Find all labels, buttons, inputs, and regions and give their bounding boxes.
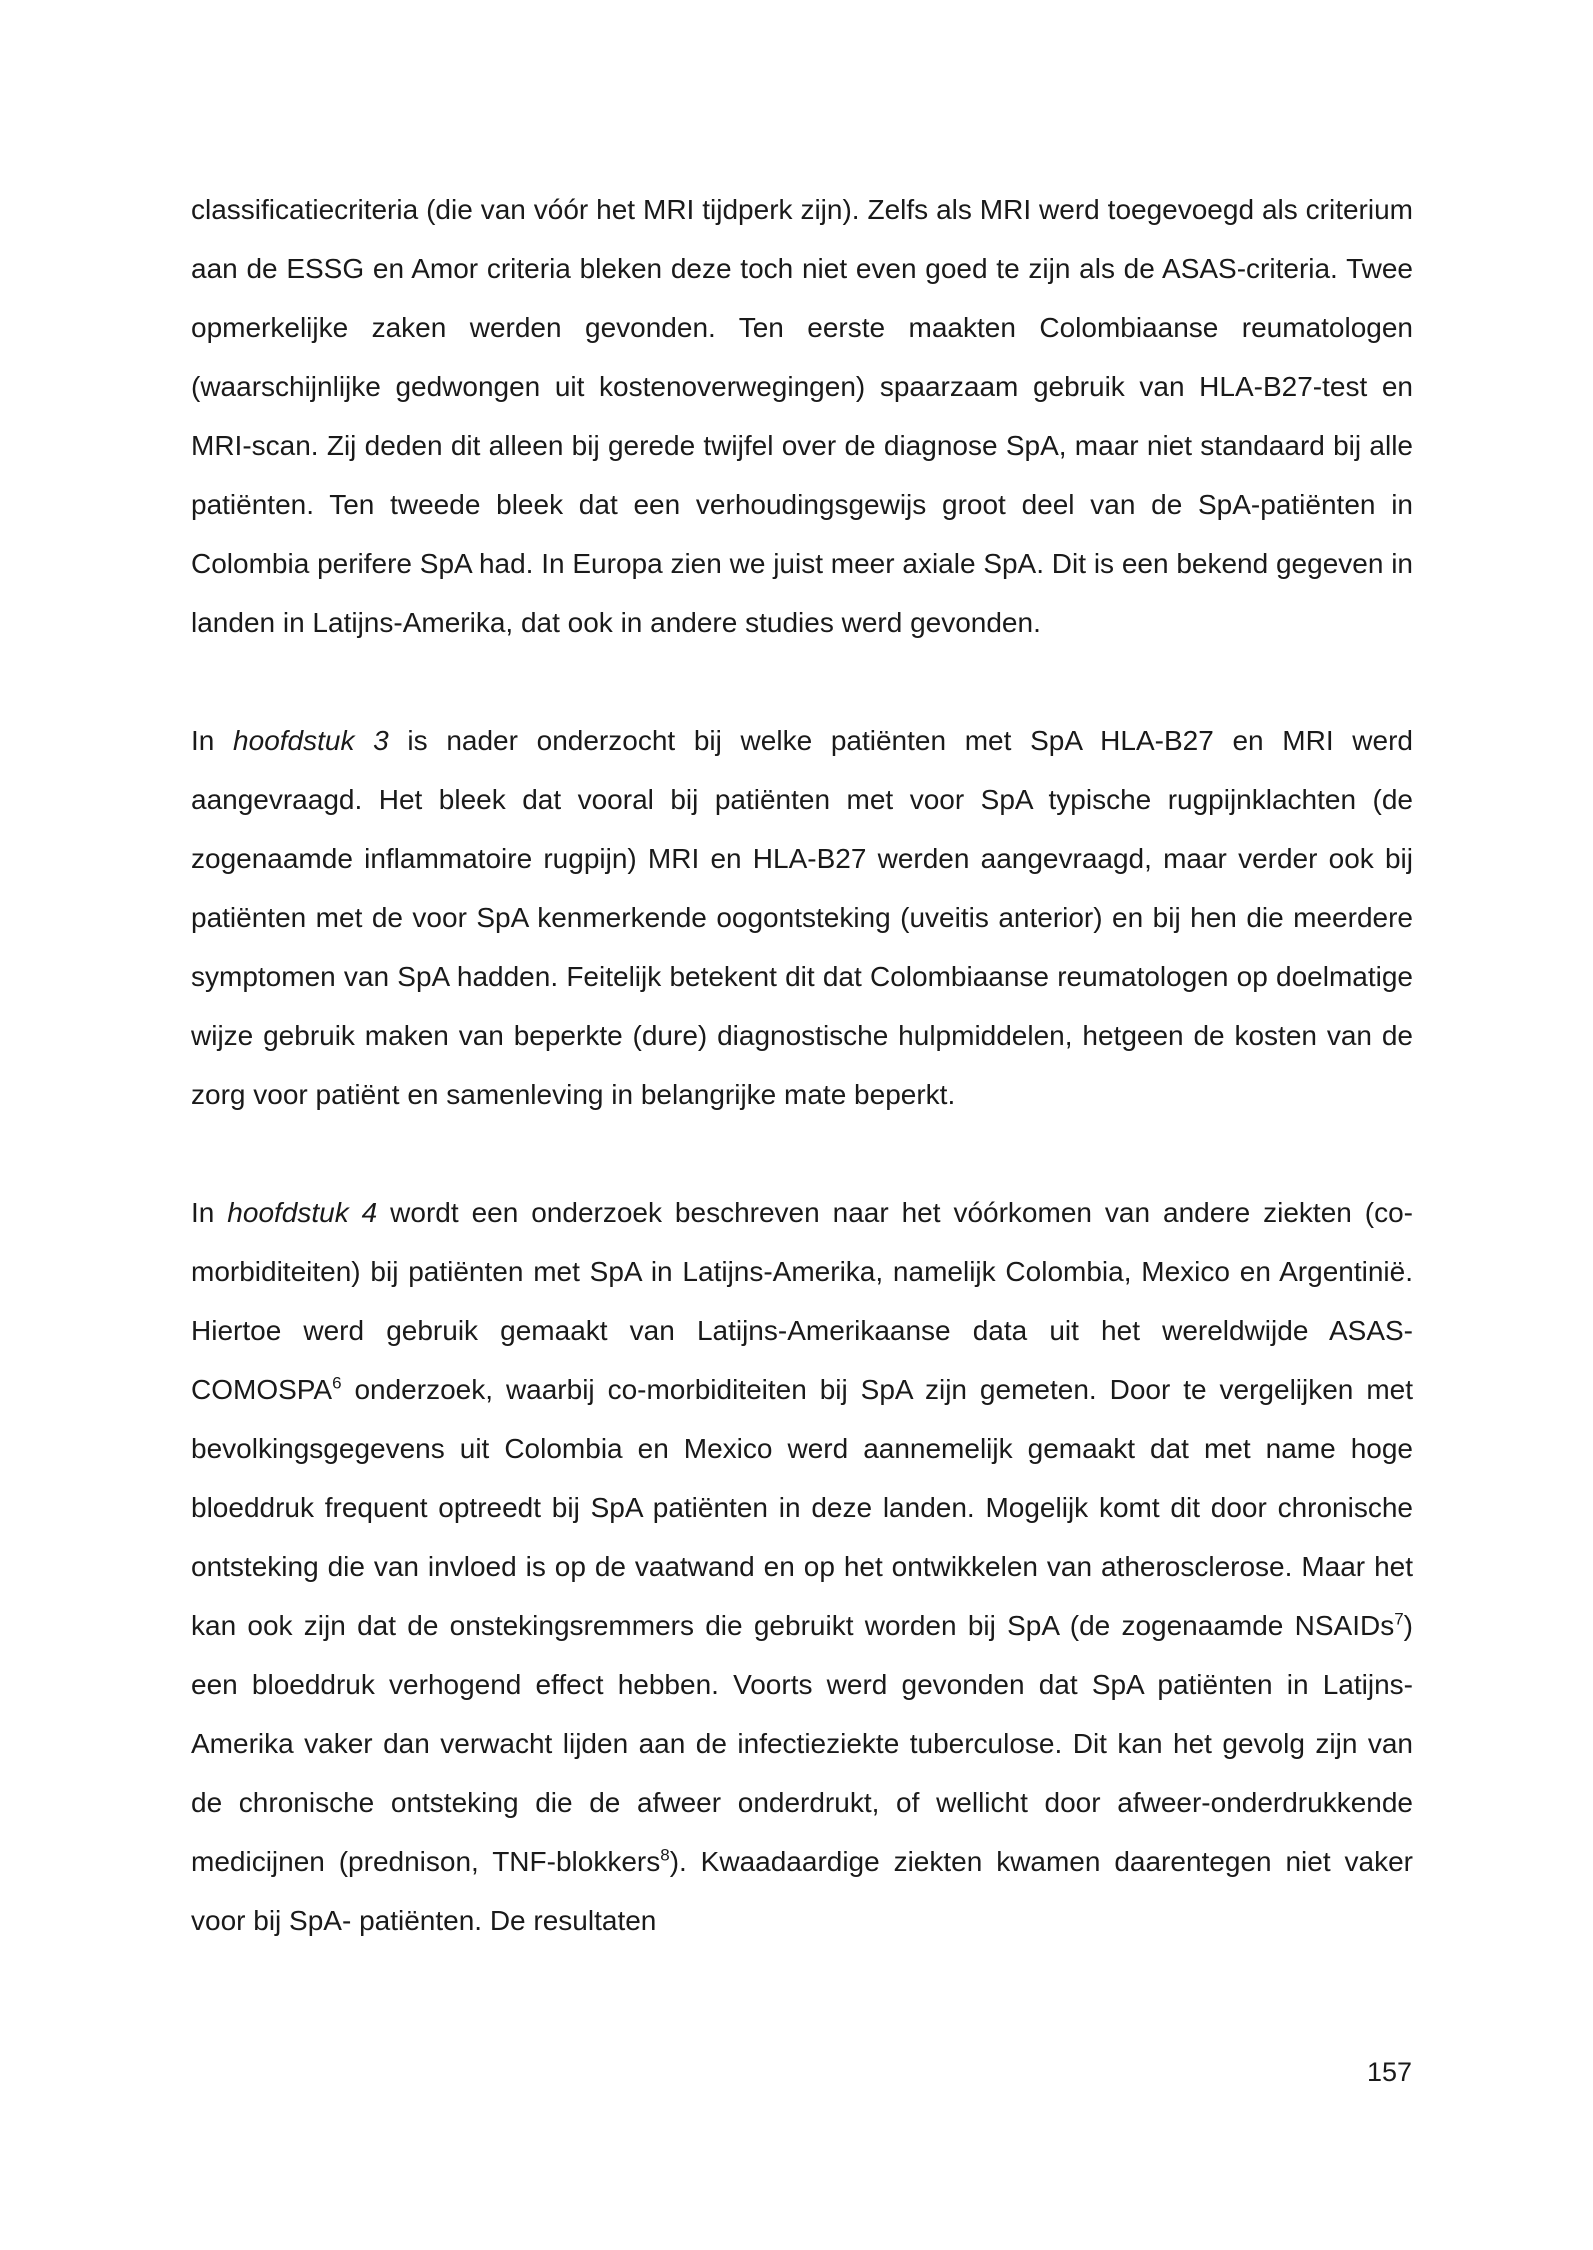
- paragraph-3-text-1: In: [191, 1197, 228, 1228]
- paragraph-3-text-2: wordt een onderzoek beschreven naar het vóórkomen van andere ziekten (co-morbiditeiten) bij patiënten met SpA in Latijns-Amerika, namelijk Colombia, Mexico en Argentinië. Hiertoe werd gebruik gemaakt van Latijns-Amerikaanse data uit het wereldwijde ASAS-COMOSPA: [191, 1197, 1413, 1405]
- paragraph-2-text-2: is nader onderzocht bij welke patiënten met SpA HLA-B27 en MRI werd aangevraagd. Het bleek dat vooral bij patiënten met voor SpA typische rugpijnklachten (de zogenaamde inflammatoire rugpijn) MRI en HLA-B27 werden aangevraagd, maar verder ook bij patiënten met de voor SpA kenmerkende oogontsteking (uveitis anterior) en bij hen die meerdere symptomen van SpA hadden. Feitelijk betekent dit dat Colombiaanse reumatologen op doelmatige wijze gebruik maken van beperkte (dure) diagnostische hulpmiddelen, hetgeen de kosten van de zorg voor patiënt en samenleving in belangrijke mate beperkt.: [191, 725, 1413, 1110]
- footnote-ref-6: 6: [332, 1373, 342, 1393]
- chapter-reference-4: hoofdstuk 4: [227, 1197, 378, 1228]
- footnote-ref-7: 7: [1394, 1609, 1404, 1629]
- paragraph-3-text-4: ) een bloeddruk verhogend effect hebben. Voorts werd gevonden dat SpA patiënten in Latijns-Amerika vaker dan verwacht lijden aan de infectieziekte tuberculose. Dit kan het gevolg zijn van de chronische ontsteking die de afweer onderdrukt, of wellicht door afweer-onderdrukkende medicijnen (prednison, TNF-blokkers: [191, 1610, 1413, 1877]
- paragraph-3-text-5: ). Kwaadaardige ziekten kwamen daarentegen niet vaker voor bij SpA- patiënten. De resultaten: [191, 1846, 1413, 1936]
- paragraph-3: [191, 1183, 1413, 1950]
- chapter-reference-3: hoofdstuk 3: [233, 725, 389, 756]
- page-body: [191, 180, 1413, 1950]
- paragraph-2-text-1: In: [191, 725, 234, 756]
- footnote-ref-8: 8: [660, 1845, 670, 1865]
- page-number: 157: [1366, 2057, 1412, 2087]
- paragraph-1: [191, 180, 1413, 652]
- paragraph-1-text: classificatiecriteria (die van vóór het MRI tijdperk zijn). Zelfs als MRI werd toegevoegd als criterium aan de ESSG en Amor criteria bleken deze toch niet even goed te zijn als de ASAS-criteria. Twee opmerkelijke zaken werden gevonden. Ten eerste maakten Colombiaanse reumatologen (waarschijnlijke gedwongen uit kostenoverwegingen) spaarzaam gebruik van HLA-B27-test en MRI-scan. Zij deden dit alleen bij gerede twijfel over de diagnose SpA, maar niet standaard bij alle patiënten. Ten tweede bleek dat een verhoudingsgewijs groot deel van de SpA-patiënten in Colombia perifere SpA had. In Europa zien we juist meer axiale SpA. Dit is een bekend gegeven in landen in Latijns-Amerika, dat ook in andere studies werd gevonden.: [191, 194, 1413, 638]
- paragraph-3-text-3: onderzoek, waarbij co-morbiditeiten bij SpA zijn gemeten. Door te vergelijken met bevolkingsgegevens uit Colombia en Mexico werd aannemelijk gemaakt dat met name hoge bloeddruk frequent optreedt bij SpA patiënten in deze landen. Mogelijk komt dit door chronische ontsteking die van invloed is op de vaatwand en op het ontwikkelen van atherosclerose. Maar het kan ook zijn dat de onstekingsremmers die gebruikt worden bij SpA (de zogenaamde NSAIDs: [191, 1374, 1413, 1641]
- paragraph-2: [191, 711, 1413, 1124]
